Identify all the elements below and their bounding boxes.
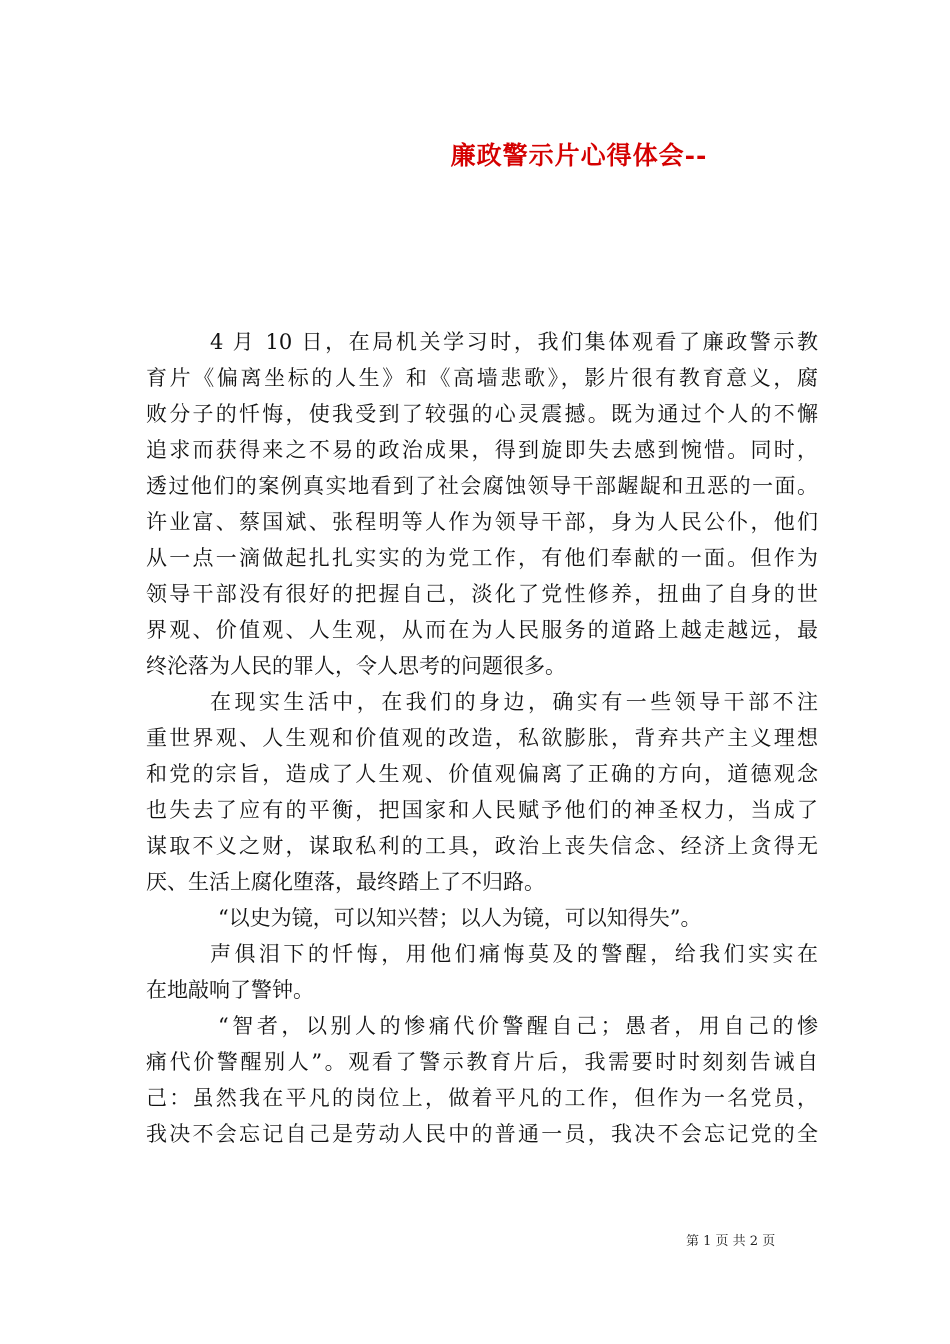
paragraph xyxy=(146,936,818,1008)
paragraph-line: 在地敲响了警钟。 xyxy=(146,978,314,1002)
paragraph-line: 领导干部没有很好的把握自己，淡化了党性修养，扭曲了自身的世 xyxy=(146,582,818,606)
paragraph-line: 痛代价警醒别人”。观看了警示教育片后，我需要时时刻刻告诫自 xyxy=(146,1050,818,1074)
paragraph xyxy=(146,684,818,900)
page-title xyxy=(0,136,950,172)
paragraph xyxy=(146,900,818,936)
paragraph-line: 许业富、蔡国斌、张程明等人作为领导干部，身为人民公仆，他们 xyxy=(146,510,818,534)
paragraph-line: 厌、生活上腐化堕落，最终踏上了不归路。 xyxy=(146,870,545,894)
paragraph-line: 从一点一滴做起扎扎实实的为党工作，有他们奉献的一面。但作为 xyxy=(146,546,818,570)
document-body xyxy=(146,324,818,1152)
paragraph-line: 重世界观、人生观和价值观的改造，私欲膨胀，背弃共产主义理想 xyxy=(146,726,818,750)
paragraph-line: 和党的宗旨，造成了人生观、价值观偏离了正确的方向，道德观念 xyxy=(146,762,818,786)
paragraph-line: 在现实生活中，在我们的身边，确实有一些领导干部不注 xyxy=(210,690,818,714)
paragraph-line: 4 月 10 日，在局机关学习时，我们集体观看了廉政警示教 xyxy=(210,330,818,354)
paragraph-line: “以史为镜，可以知兴替；以人为镜，可以知得失”。 xyxy=(218,906,702,930)
paragraph-line: 也失去了应有的平衡，把国家和人民赋予他们的神圣权力，当成了 xyxy=(146,798,818,822)
paragraph-line: 终沦落为人民的罪人，令人思考的问题很多。 xyxy=(146,654,566,678)
paragraph-line: 追求而获得来之不易的政治成果，得到旋即失去感到惋惜。同时， xyxy=(146,438,818,462)
paragraph-line: 谋取不义之财，谋取私利的工具，政治上丧失信念、经济上贪得无 xyxy=(146,834,818,858)
paragraph xyxy=(146,324,818,684)
page-footer: 第 1 页 共 2 页 xyxy=(686,1234,776,1249)
paragraph-line: 败分子的忏悔，使我受到了较强的心灵震撼。既为通过个人的不懈 xyxy=(146,402,818,426)
paragraph-line: “智者，以别人的惨痛代价警醒自己；愚者，用自己的惨 xyxy=(218,1014,818,1038)
paragraph-line: 透过他们的案例真实地看到了社会腐蚀领导干部龌龊和丑恶的一面。 xyxy=(146,474,818,498)
paragraph-line: 育片《偏离坐标的人生》和《高墙悲歌》，影片很有教育意义，腐 xyxy=(146,366,818,390)
paragraph-line: 声俱泪下的忏悔，用他们痛悔莫及的警醒，给我们实实在 xyxy=(210,942,818,966)
page-title-text: 廉政警示片心得体会-- xyxy=(450,141,708,170)
paragraph-line: 己：虽然我在平凡的岗位上，做着平凡的工作，但作为一名党员， xyxy=(146,1086,818,1110)
paragraph xyxy=(146,1008,818,1152)
paragraph-line: 我决不会忘记自己是劳动人民中的普通一员，我决不会忘记党的全 xyxy=(146,1122,818,1146)
paragraph-line: 界观、价值观、人生观，从而在为人民服务的道路上越走越远，最 xyxy=(146,618,818,642)
